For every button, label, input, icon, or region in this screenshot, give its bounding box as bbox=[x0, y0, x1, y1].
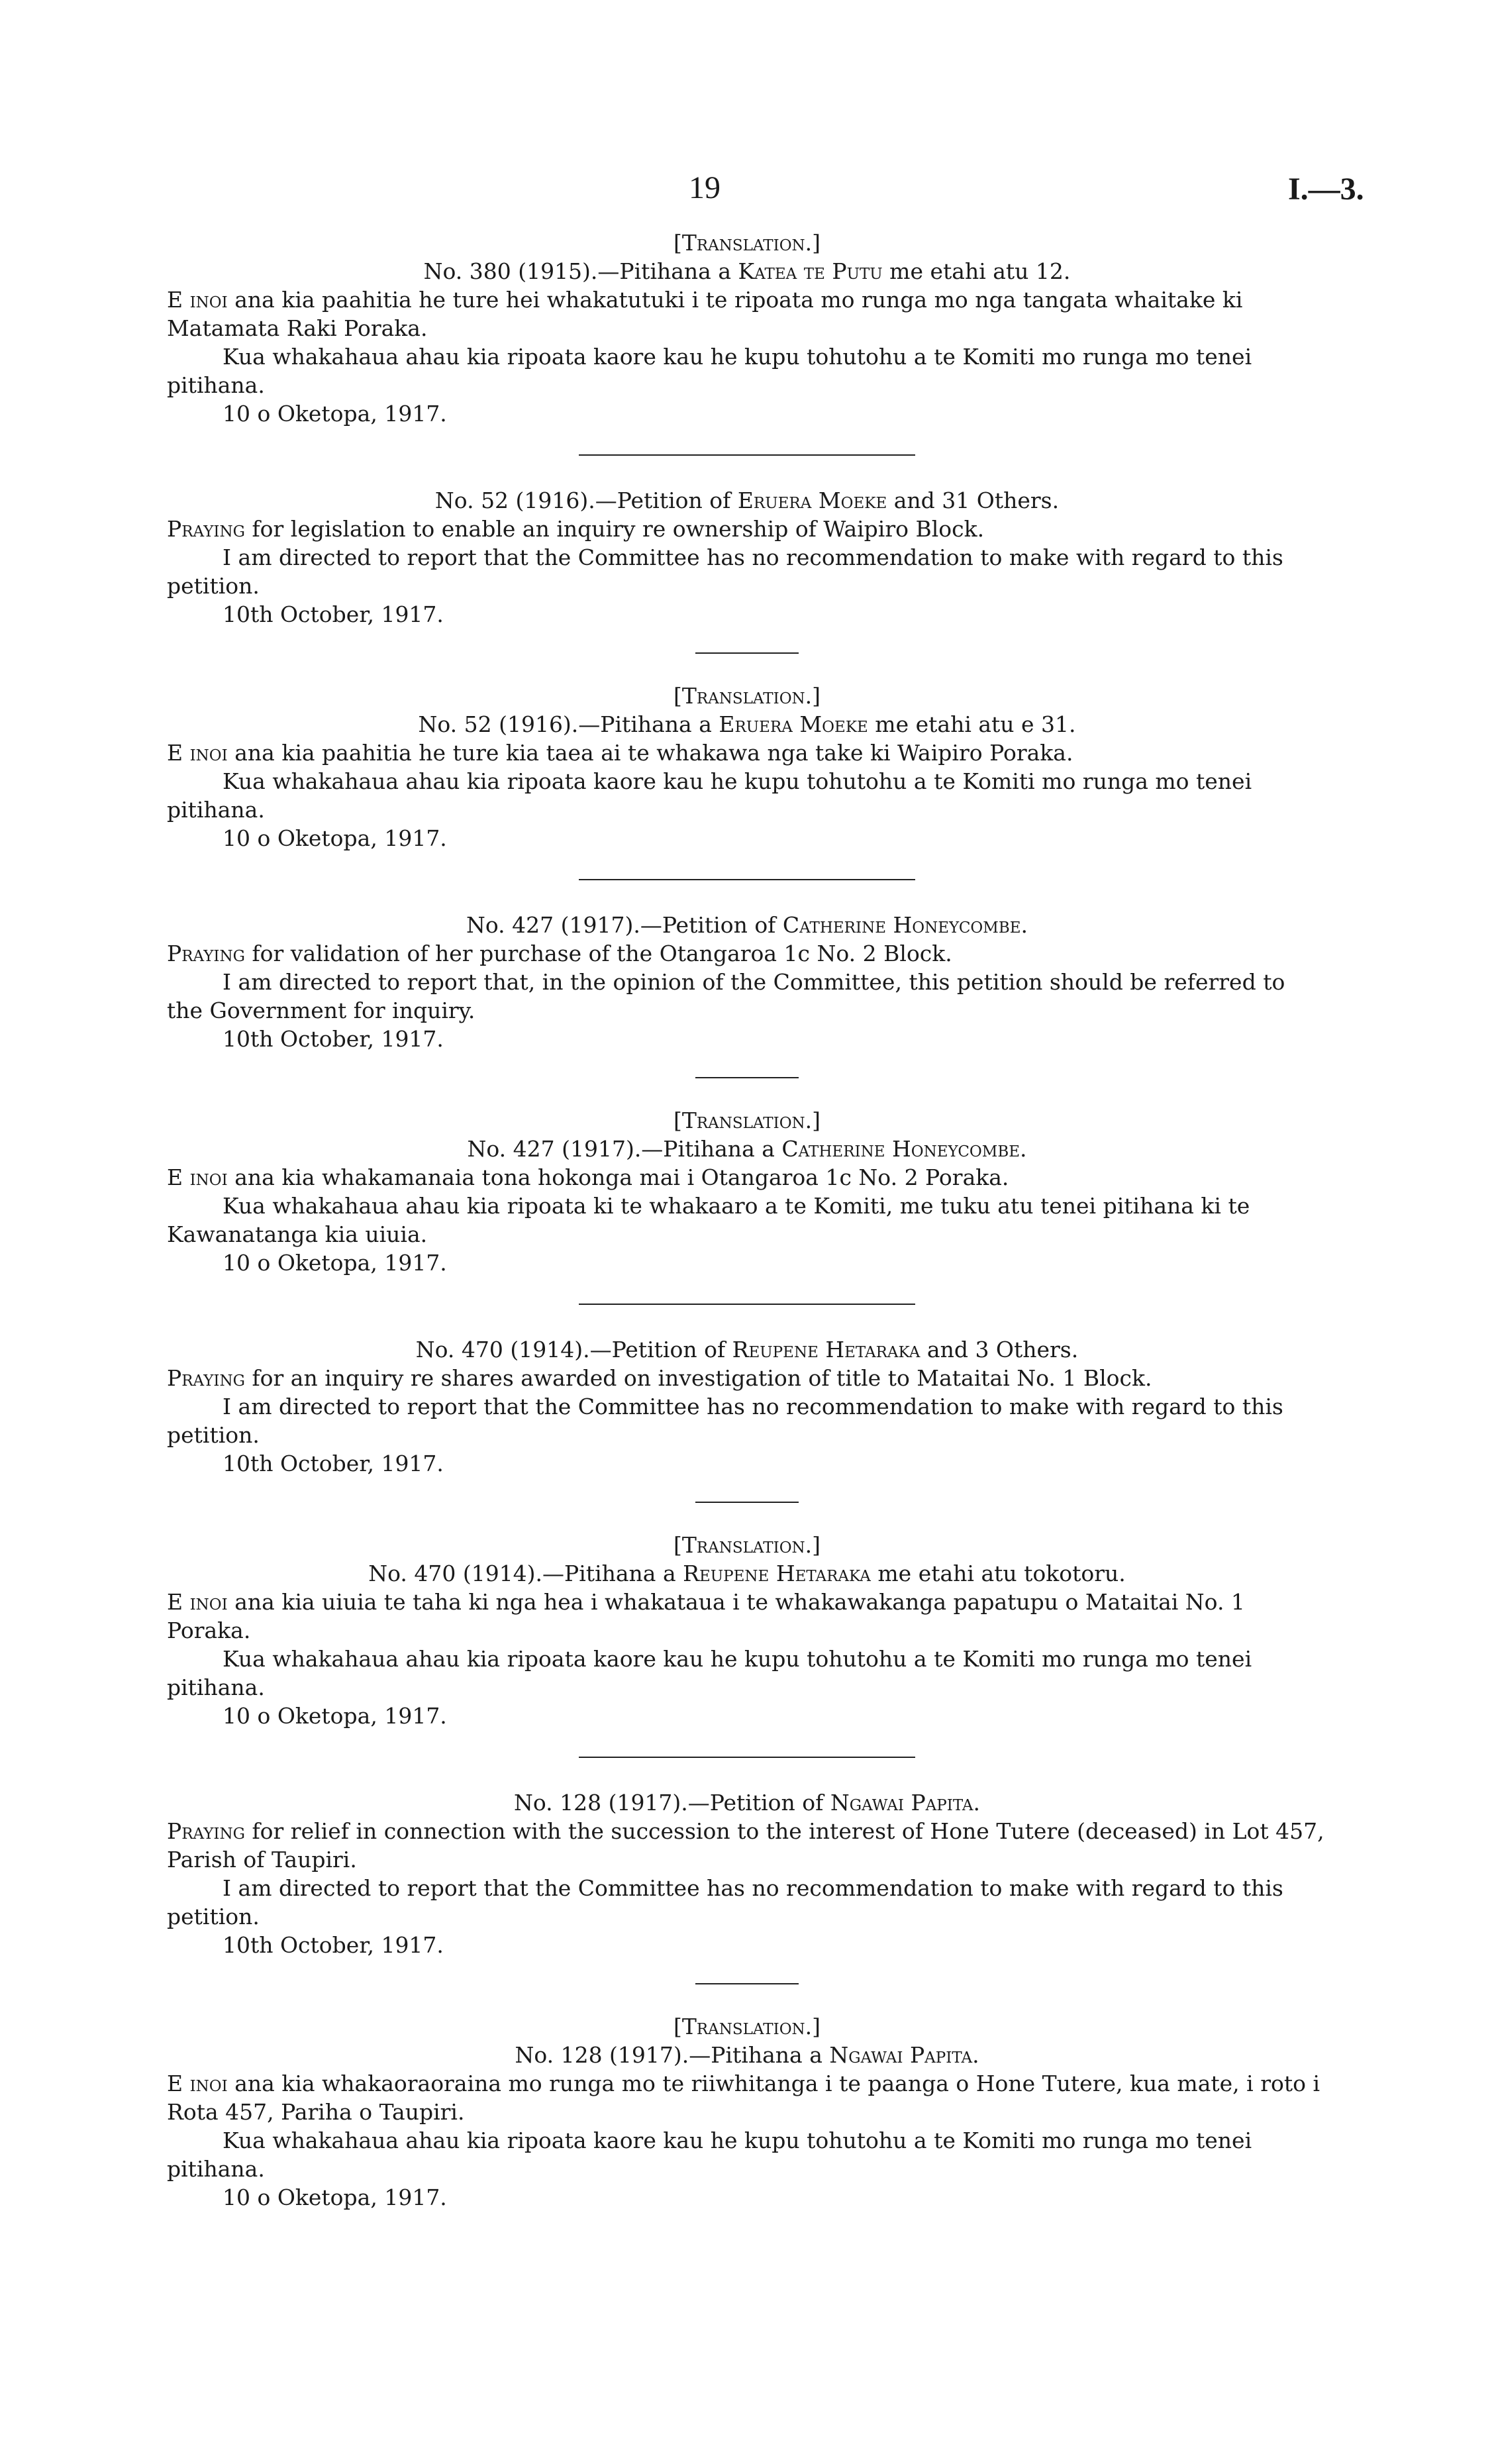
committee-report: I am directed to report that the Committee has no recommendation to make with regard to this petition. bbox=[167, 1394, 1283, 1448]
heading-number: No. 128 (1917).—Pitihana a bbox=[515, 2042, 830, 2068]
petition-heading bbox=[167, 1788, 1327, 1817]
translation-divider bbox=[695, 652, 799, 654]
petition-heading bbox=[167, 2041, 1327, 2069]
prayer-text: for an inquiry re shares awarded on investigation of title to Mataitai No. 1 Block. bbox=[244, 1365, 1152, 1391]
heading-suffix: me etahi atu e 31. bbox=[868, 711, 1076, 737]
prayer-text: ana kia paahitia he ture kia taea ai te whakawa nga take ki Waipiro Poraka. bbox=[227, 740, 1073, 766]
lead-word: Praying bbox=[167, 1365, 245, 1391]
heading-suffix: . bbox=[972, 2042, 979, 2068]
heading-suffix: me etahi atu 12. bbox=[882, 258, 1071, 284]
lead-word: E inoi bbox=[167, 2071, 228, 2096]
petition-heading bbox=[167, 257, 1327, 285]
committee-report: I am directed to report that the Committee has no recommendation to make with regard to this petition. bbox=[167, 544, 1283, 599]
translation-divider bbox=[695, 1983, 799, 1984]
heading-number: No. 427 (1917).—Petition of bbox=[466, 912, 783, 938]
petition-prayer bbox=[167, 1364, 1327, 1392]
committee-report: I am directed to report that the Committee has no recommendation to make with regard to this petition. bbox=[167, 1875, 1283, 1929]
lead-word: Praying bbox=[167, 516, 245, 542]
petition-entry bbox=[167, 229, 1327, 428]
translation-label: [Translation.] bbox=[673, 230, 821, 256]
heading-suffix: me etahi atu tokotoru. bbox=[870, 1561, 1126, 1586]
petition-heading bbox=[167, 1135, 1327, 1163]
document-code: I.—3. bbox=[1288, 172, 1364, 207]
lead-word: E inoi bbox=[167, 740, 228, 766]
petitioner-name: Reupene Hetaraka bbox=[683, 1561, 871, 1586]
petition-prayer bbox=[167, 2069, 1327, 2126]
petition-entry bbox=[167, 1335, 1327, 1478]
translation-divider bbox=[695, 1077, 799, 1078]
committee-report: Kua whakahaua ahau kia ripoata kaore kau he kupu tohutohu a te Komiti mo runga mo tenei pitihana. bbox=[167, 768, 1252, 823]
report-date: 10 o Oketopa, 1917. bbox=[223, 401, 447, 427]
heading-suffix: . bbox=[1020, 1136, 1027, 1162]
lead-word: Praying bbox=[167, 1818, 245, 1844]
petitioner-name: Catherine Honeycombe bbox=[782, 912, 1021, 938]
heading-suffix: . bbox=[973, 1790, 981, 1816]
heading-number: No. 470 (1914).—Pitihana a bbox=[368, 1561, 683, 1586]
translation-label: [Translation.] bbox=[673, 2014, 821, 2039]
petitioner-name: Ngawai Papita bbox=[829, 2042, 973, 2068]
report-date: 10th October, 1917. bbox=[223, 1026, 444, 1052]
translation-label: [Translation.] bbox=[673, 1532, 821, 1558]
page-number: 19 bbox=[689, 170, 721, 205]
petition-prayer bbox=[167, 1817, 1327, 1874]
prayer-text: ana kia whakaoraoraina mo runga mo te riiwhitanga i te paanga o Hone Tutere, kua mate, i roto i Rota 457, Pariha o Taupiri. bbox=[167, 2071, 1320, 2125]
heading-suffix: and 3 Others. bbox=[920, 1337, 1079, 1362]
petition-heading bbox=[167, 710, 1327, 739]
report-date: 10 o Oketopa, 1917. bbox=[223, 1250, 447, 1276]
heading-suffix: . bbox=[1021, 912, 1028, 938]
prayer-text: ana kia whakamanaia tona hokonga mai i Otangaroa 1c No. 2 Poraka. bbox=[227, 1164, 1009, 1190]
section-divider bbox=[579, 1304, 915, 1305]
petition-entry bbox=[167, 486, 1327, 629]
petitioner-name: Eruera Moeke bbox=[737, 488, 887, 513]
report-date: 10th October, 1917. bbox=[223, 601, 444, 627]
heading-number: No. 380 (1915).—Pitihana a bbox=[423, 258, 738, 284]
heading-suffix: and 31 Others. bbox=[887, 488, 1060, 513]
committee-report: Kua whakahaua ahau kia ripoata kaore kau he kupu tohutohu a te Komiti mo runga mo tenei pitihana. bbox=[167, 1646, 1252, 1700]
petitioner-name: Catherine Honeycombe bbox=[781, 1136, 1021, 1162]
petition-entry bbox=[167, 1788, 1327, 1959]
section-divider bbox=[579, 879, 915, 880]
section-divider bbox=[579, 1757, 915, 1758]
petition-heading bbox=[167, 911, 1327, 939]
petition-heading bbox=[167, 1559, 1327, 1588]
prayer-text: ana kia uiuia te taha ki nga hea i whakataua i te whakawakanga papatupu o Mataitai No. 1 Poraka. bbox=[167, 1589, 1245, 1643]
report-date: 10th October, 1917. bbox=[223, 1451, 444, 1476]
petition-entry bbox=[167, 1531, 1327, 1730]
petition-entry bbox=[167, 682, 1327, 852]
lead-word: Praying bbox=[167, 941, 245, 966]
heading-number: No. 427 (1917).—Pitihana a bbox=[467, 1136, 782, 1162]
translation-label: [Translation.] bbox=[673, 1107, 821, 1133]
section-divider bbox=[579, 454, 915, 456]
petition-prayer bbox=[167, 285, 1327, 342]
committee-report: Kua whakahaua ahau kia ripoata kaore kau he kupu tohutohu a te Komiti mo runga mo tenei pitihana. bbox=[167, 344, 1252, 398]
petitioner-name: Katea te Putu bbox=[738, 258, 883, 284]
prayer-text: for relief in connection with the succession to the interest of Hone Tutere (deceased) in Lot 457, Parish of Taupiri. bbox=[167, 1818, 1324, 1873]
lead-word: E inoi bbox=[167, 1589, 228, 1615]
petitioner-name: Reupene Hetaraka bbox=[732, 1337, 921, 1362]
lead-word: E inoi bbox=[167, 1164, 228, 1190]
petition-heading bbox=[167, 1335, 1327, 1364]
petition-column bbox=[167, 229, 1327, 2212]
translation-divider bbox=[695, 1502, 799, 1503]
heading-number: No. 470 (1914).—Petition of bbox=[415, 1337, 732, 1362]
petition-prayer bbox=[167, 1163, 1327, 1192]
petitioner-name: Ngawai Papita bbox=[830, 1790, 973, 1816]
report-date: 10th October, 1917. bbox=[223, 1932, 444, 1958]
prayer-text: for validation of her purchase of the Otangaroa 1c No. 2 Block. bbox=[244, 941, 952, 966]
heading-number: No. 128 (1917).—Petition of bbox=[513, 1790, 830, 1816]
prayer-text: ana kia paahitia he ture hei whakatutuki i te ripoata mo runga mo nga tangata whaitake ki Matamata Raki Poraka. bbox=[167, 287, 1243, 341]
report-date: 10 o Oketopa, 1917. bbox=[223, 1703, 447, 1729]
petition-prayer bbox=[167, 939, 1327, 968]
committee-report: Kua whakahaua ahau kia ripoata ki te whakaaro a te Komiti, me tuku atu tenei pitihana ki te Kawanatanga kia uiuia. bbox=[167, 1193, 1250, 1247]
prayer-text: for legislation to enable an inquiry re ownership of Waipiro Block. bbox=[244, 516, 985, 542]
petitioner-name: Eruera Moeke bbox=[719, 711, 868, 737]
report-date: 10 o Oketopa, 1917. bbox=[223, 825, 447, 851]
petition-heading bbox=[167, 486, 1327, 515]
petition-entry bbox=[167, 2012, 1327, 2212]
petition-prayer bbox=[167, 515, 1327, 543]
petition-prayer bbox=[167, 1588, 1327, 1645]
petition-entry bbox=[167, 1106, 1327, 1277]
heading-number: No. 52 (1916).—Petition of bbox=[434, 488, 738, 513]
translation-label: [Translation.] bbox=[673, 683, 821, 709]
petition-entry bbox=[167, 911, 1327, 1053]
report-date: 10 o Oketopa, 1917. bbox=[223, 2184, 447, 2210]
lead-word: E inoi bbox=[167, 287, 228, 313]
committee-report: I am directed to report that, in the opinion of the Committee, this petition should be referred to the Government for inquiry. bbox=[167, 969, 1285, 1023]
committee-report: Kua whakahaua ahau kia ripoata kaore kau he kupu tohutohu a te Komiti mo runga mo tenei pitihana. bbox=[167, 2128, 1252, 2182]
petition-prayer bbox=[167, 739, 1327, 767]
heading-number: No. 52 (1916).—Pitihana a bbox=[418, 711, 719, 737]
